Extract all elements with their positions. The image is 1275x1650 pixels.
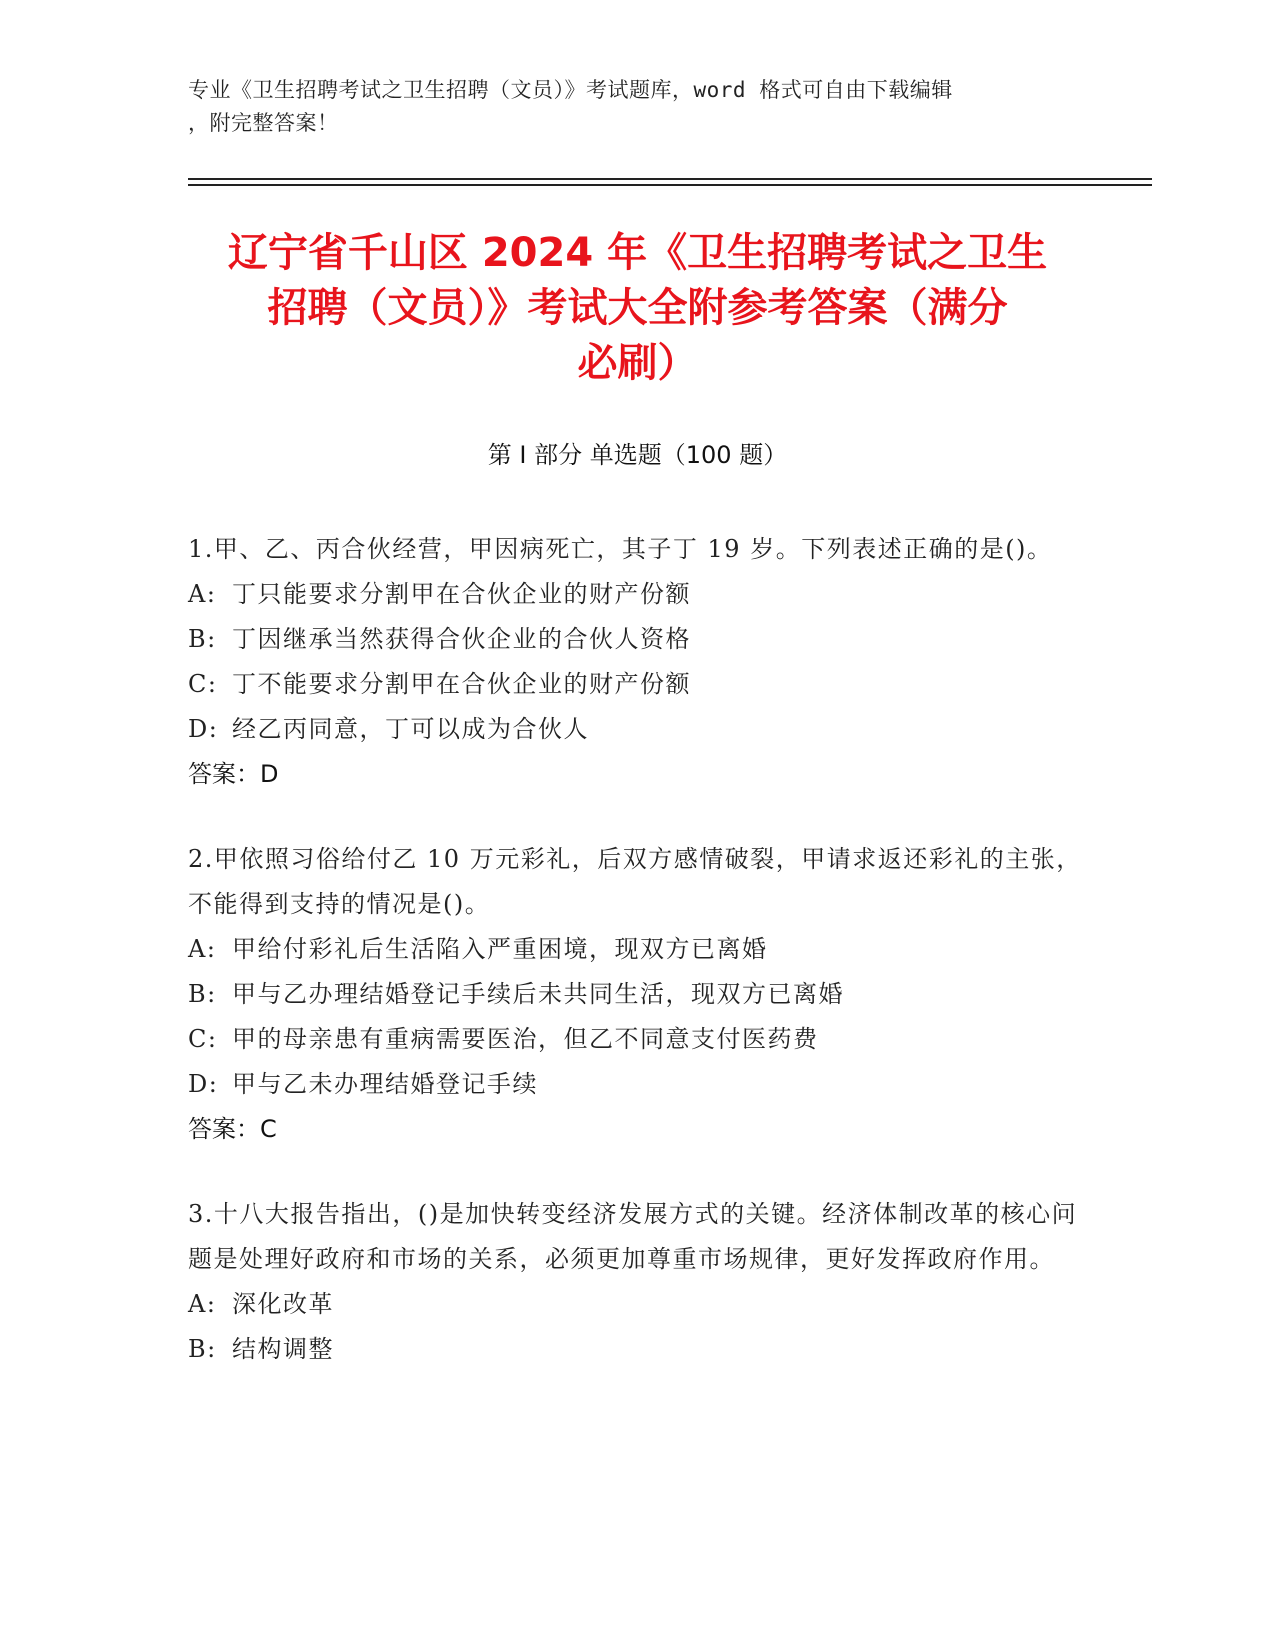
option-b [188, 1327, 1088, 1372]
option-letter: B: [188, 980, 217, 1008]
header-note-line-2: ，附完整答案！ [188, 111, 339, 135]
title-line-1: 辽宁省千山区 2024 年《卫生招聘考试之卫生 [227, 230, 1048, 276]
answer: 答案：D [188, 760, 279, 788]
option-text: 结构调整 [232, 1335, 334, 1363]
header-divider-top [188, 178, 1152, 180]
option-letter: A: [188, 935, 217, 963]
header-divider-bottom [188, 184, 1152, 186]
option-letter: C: [188, 670, 218, 698]
question-2 [188, 837, 1088, 1152]
title-line-3: 必刷） [577, 340, 698, 386]
option-a [188, 927, 1088, 972]
option-letter: B: [188, 1335, 217, 1363]
header-note-line-1: 专业《卫生招聘考试之卫生招聘（文员）》考试题库，word 格式可自由下载编辑 [188, 78, 953, 102]
title-line-2: 招聘（文员）》考试大全附参考答案（满分 [267, 285, 1008, 331]
option-a [188, 1282, 1088, 1327]
question-3 [188, 1192, 1088, 1372]
answer: 答案：C [188, 1115, 277, 1143]
option-letter: A: [188, 580, 217, 608]
option-b [188, 617, 1088, 662]
question-text: 2.甲依照习俗给付乙 10 万元彩礼，后双方感情破裂，甲请求返还彩礼的主张，不能得到支持的情况是()。 [188, 845, 1082, 918]
option-letter: D: [188, 715, 219, 743]
option-letter: C: [188, 1025, 218, 1053]
option-letter: A: [188, 1290, 217, 1318]
option-text: 甲给付彩礼后生活陷入严重困境，现双方已离婚 [232, 935, 768, 963]
option-text: 丁不能要求分割甲在合伙企业的财产份额 [232, 670, 691, 698]
header-note [188, 74, 1068, 140]
document-title [170, 226, 1105, 391]
option-text: 甲与乙办理结婚登记手续后未共同生活，现双方已离婚 [232, 980, 844, 1008]
option-d [188, 707, 1088, 752]
question-text: 1.甲、乙、丙合伙经营，甲因病死亡，其子丁 19 岁。下列表述正确的是()。 [188, 535, 1053, 563]
option-text: 丁只能要求分割甲在合伙企业的财产份额 [232, 580, 691, 608]
question-text: 3.十八大报告指出，()是加快转变经济发展方式的关键。经济体制改革的核心问题是处理好政府和市场的关系，必须更加尊重市场规律，更好发挥政府作用。 [188, 1200, 1078, 1273]
option-text: 经乙丙同意，丁可以成为合伙人 [232, 715, 589, 743]
option-c [188, 662, 1088, 707]
option-a [188, 572, 1088, 617]
question-list [188, 527, 1088, 1412]
option-text: 甲与乙未办理结婚登记手续 [232, 1070, 538, 1098]
option-letter: B: [188, 625, 217, 653]
option-text: 深化改革 [232, 1290, 334, 1318]
option-text: 丁因继承当然获得合伙企业的合伙人资格 [232, 625, 691, 653]
option-c [188, 1017, 1088, 1062]
question-1 [188, 527, 1088, 797]
section-heading: 第 I 部分 单选题（100 题） [487, 441, 788, 469]
option-b [188, 972, 1088, 1017]
option-d [188, 1062, 1088, 1107]
option-text: 甲的母亲患有重病需要医治，但乙不同意支付医药费 [232, 1025, 819, 1053]
option-letter: D: [188, 1070, 219, 1098]
